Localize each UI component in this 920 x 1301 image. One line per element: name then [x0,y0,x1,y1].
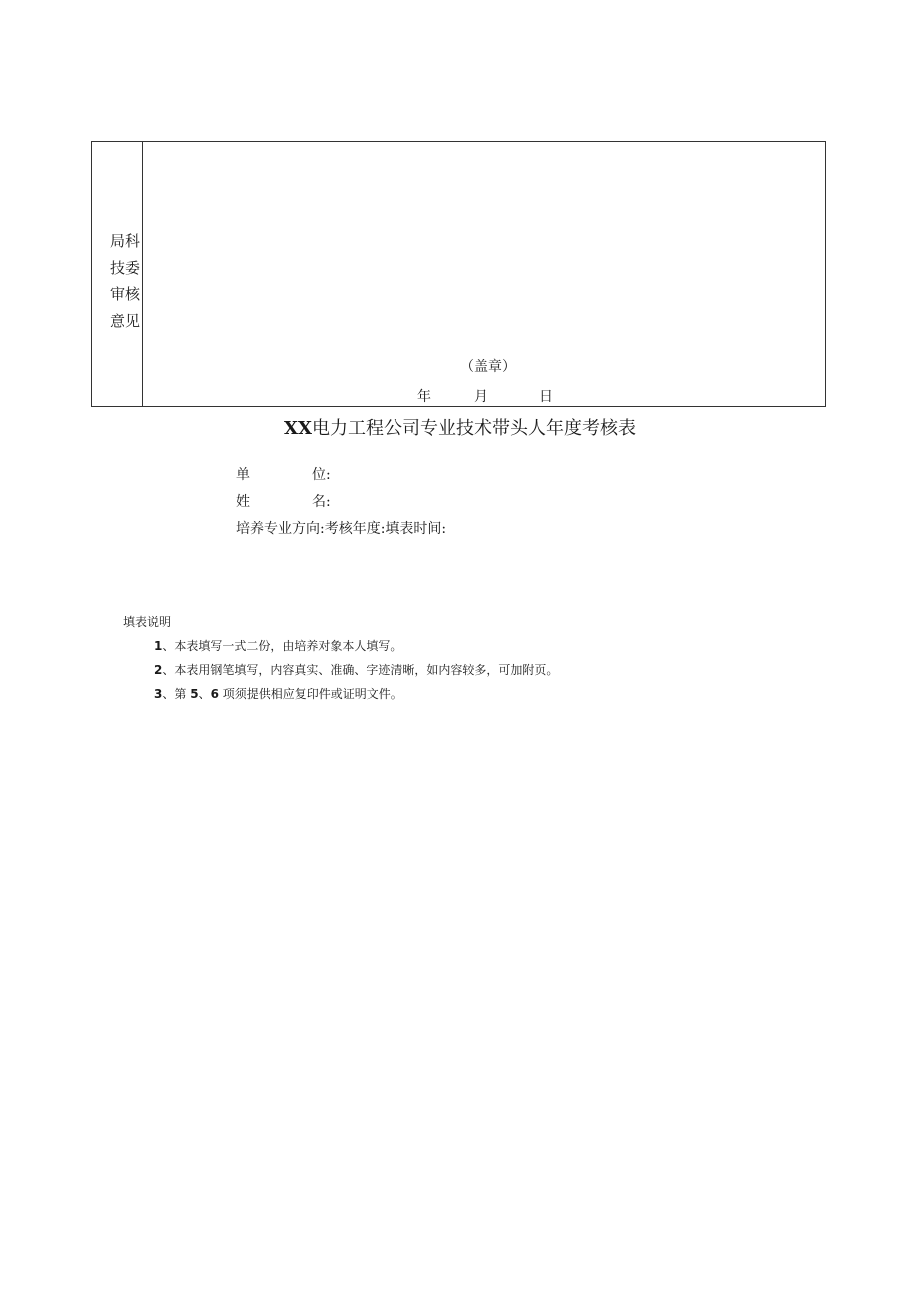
direction-year-time-field: 培养专业方向:考核年度:填表时间: [236,521,447,537]
date-year-label: 年 [417,389,431,405]
name-field [236,491,331,511]
instruction-number: 2 [154,663,163,677]
instruction-item-3 [154,685,403,702]
review-opinion-table [91,141,826,407]
instruction-ref-number: 5 [190,687,199,701]
instruction-number: 1 [154,639,163,653]
review-label [110,228,140,334]
instruction-text: 、本表用钢笔填写，内容真实、准确、字迹清晰，如内容较多，可加附页。 [162,663,559,677]
instruction-text-part-c: 项须提供相应复印件或证明文件。 [218,687,403,701]
instruction-ref-number: 6 [210,687,219,701]
instruction-item-1 [154,637,402,654]
instruction-item-2 [154,661,558,678]
review-label-line-2: 技委 [109,258,140,277]
review-label-line-1: 局科 [109,232,140,250]
unit-field [236,464,331,484]
instruction-number: 3 [154,687,163,701]
seal-label: （盖章） [460,359,516,375]
instruction-text-part-b: 、 [198,687,211,701]
name-label-second: 名: [312,494,331,510]
title-text: 电力工程公司专业技术带头人年度考核表 [311,418,636,439]
date-month-label: 月 [474,389,488,405]
title-prefix: XX [284,418,312,439]
document-title [0,414,920,440]
instruction-text: 、本表填写一式二份，由培养对象本人填写。 [162,639,403,653]
review-label-line-3: 审核 [109,285,140,303]
date-day-label: 日 [539,389,553,405]
review-label-line-4: 意见 [109,311,140,330]
instruction-text-part-a: 、第 [162,687,191,701]
unit-label-second: 位: [312,467,331,483]
review-label-cell [92,142,143,406]
instructions-heading: 填表说明 [123,615,172,629]
unit-label-first: 单 [236,467,250,483]
name-label-first: 姓 [236,494,250,510]
